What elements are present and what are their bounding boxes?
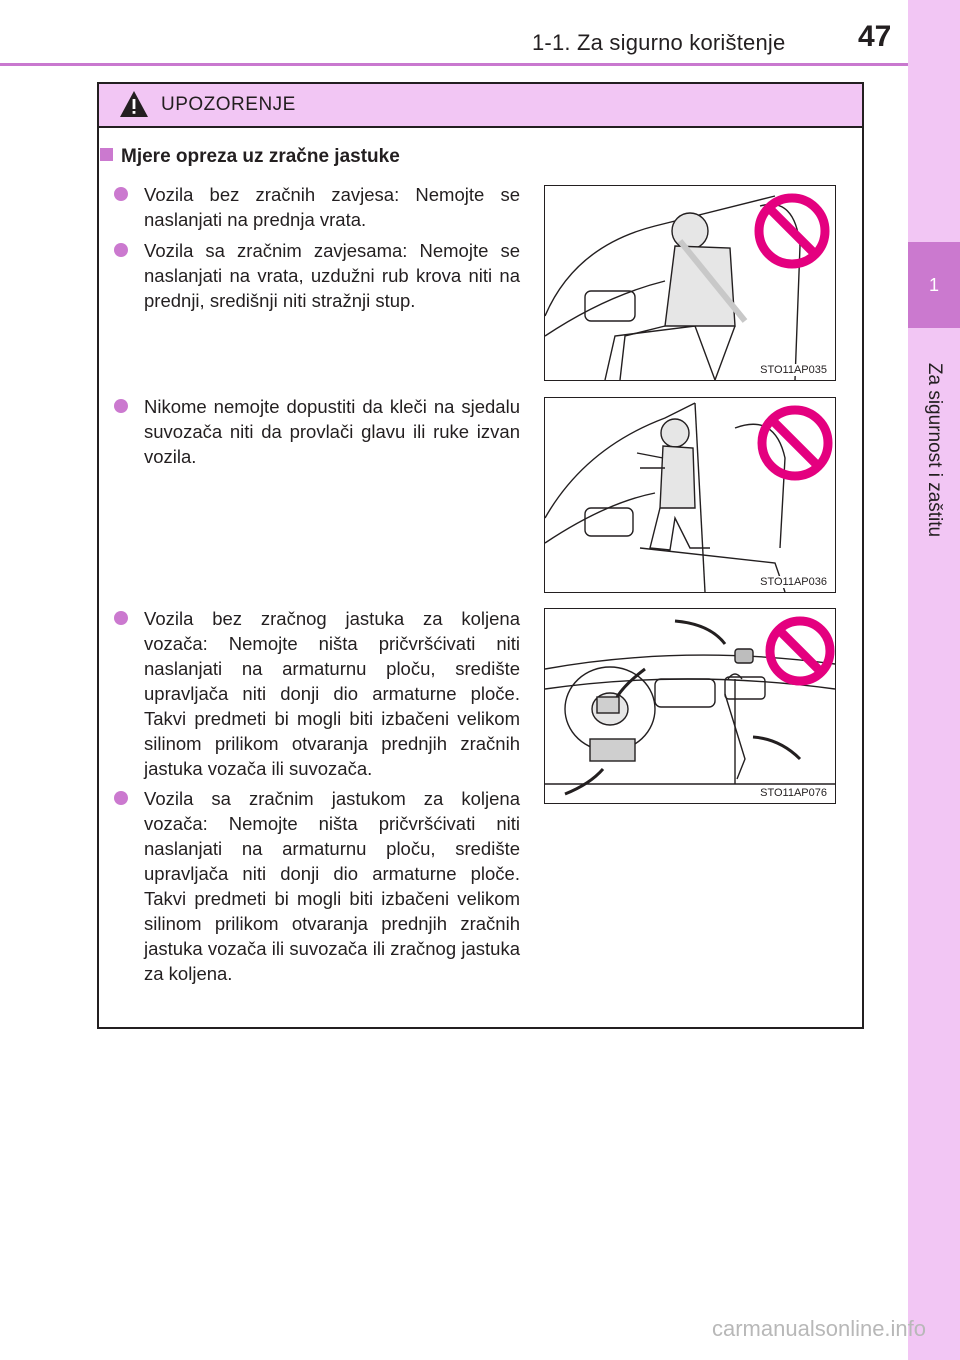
prohibited-icon — [770, 621, 830, 681]
list-item — [114, 786, 520, 986]
chapter-side-band — [908, 0, 960, 1360]
list-item-text: Vozila bez zračnih zavjesa: Nemojte se naslanjati na prednja vrata. — [144, 184, 520, 230]
list-item — [114, 182, 520, 232]
bullet-dot-icon — [114, 399, 128, 413]
chapter-title-vertical: Za sigurnost i zaštitu — [924, 362, 945, 538]
list-item — [114, 238, 520, 313]
figure-code: STO11AP036 — [760, 576, 827, 588]
footer-watermark: carmanualsonline.info — [712, 1316, 927, 1341]
header-rule — [0, 63, 908, 66]
list-item-text: Vozila bez zračnog jastuka za koljena vozača: Nemojte ništa pričvršćivati niti naslanjati na armaturnu ploču, središte upravljača niti donji dio armaturne ploče. Takvi predmeti bi mogli biti izbačeni velikom silinom prilikom otvaranja prednjih zračnih jastuka vozača ili suvozača. — [144, 608, 520, 779]
list-item-text: Nikome nemojte dopustiti da kleči na sjedalu suvozača niti da provlači glavu ili ruke izvan vozila. — [144, 396, 520, 467]
list-item-text: Vozila sa zračnim jastukom za koljena vozača: Nemojte ništa pričvršćivati niti naslanjati na armaturnu ploču, središte upravljača niti donji dio armaturne ploče. Takvi predmeti bi mogli biti izbačeni velikom silinom prilikom otvaranja prednjih zračnih jastuka vozača ili suvozača ili zračnog jastuka za koljena. — [144, 788, 520, 984]
list-item — [114, 394, 520, 469]
list-item — [114, 606, 520, 781]
figure-dashboard-objects — [544, 608, 836, 804]
section-title — [100, 146, 400, 168]
bullet-dot-icon — [114, 187, 128, 201]
illustration-kneeling-on-seat — [545, 398, 835, 592]
section-heading: 1-1. Za sigurno korištenje — [532, 30, 786, 55]
chapter-number-tab: 1 — [908, 242, 960, 328]
bullet-dot-icon — [114, 243, 128, 257]
warning-label: UPOZORENJE — [161, 94, 296, 115]
warning-header — [99, 84, 862, 128]
list-item-text: Vozila sa zračnim zavjesama: Nemojte se naslanjati na vrata, uzdužni rub krova niti na prednji, središnji niti stražnji stup. — [144, 240, 520, 311]
page-number: 47 — [858, 20, 892, 53]
section-title-text: Mjere opreza uz zračne jastuke — [121, 146, 400, 167]
warning-triangle-icon — [119, 90, 149, 118]
bullet-dot-icon — [114, 791, 128, 805]
prohibited-icon — [759, 198, 825, 264]
figure-leaning-on-door — [544, 185, 836, 381]
figure-kneeling-on-seat — [544, 397, 836, 593]
figure-code: STO11AP076 — [760, 787, 827, 799]
prohibited-icon — [762, 410, 828, 476]
square-bullet-icon — [100, 148, 113, 161]
illustration-leaning-on-door — [545, 186, 835, 380]
bullet-dot-icon — [114, 611, 128, 625]
figure-code: STO11AP035 — [760, 364, 827, 376]
illustration-dashboard-objects — [545, 609, 835, 803]
